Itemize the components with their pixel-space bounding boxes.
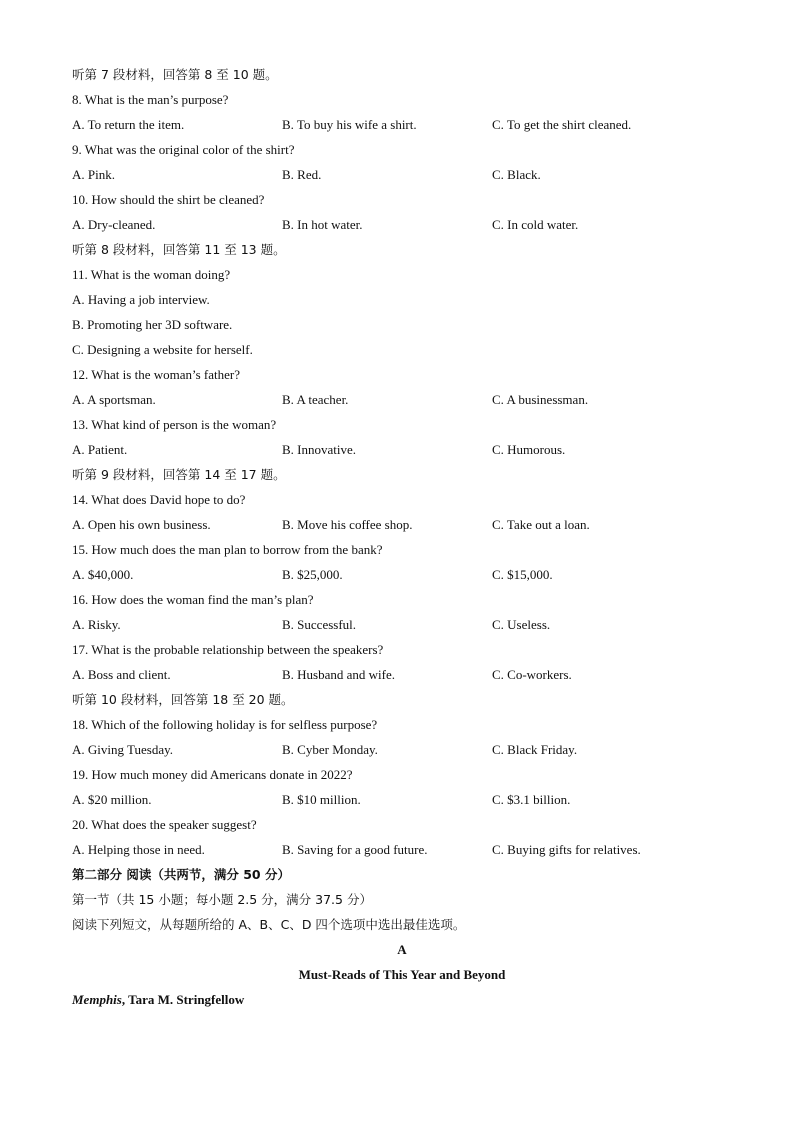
options-20 xyxy=(72,837,732,862)
question-16: 16. How does the woman find the man’s plan? xyxy=(72,592,314,607)
option-b: B. To buy his wife a shirt. xyxy=(282,117,417,132)
question-9: 9. What was the original color of the shirt? xyxy=(72,142,295,157)
option-a: A. Giving Tuesday. xyxy=(72,742,174,757)
option-a: A. Dry-cleaned. xyxy=(72,217,156,232)
options-14 xyxy=(72,512,732,537)
options-17 xyxy=(72,662,732,687)
option-c: C. $3.1 billion. xyxy=(492,792,571,807)
part2-instruction: 阅读下列短文，从每题所给的 A、B、C、D 四个选项中选出最佳选项。 xyxy=(72,917,466,932)
passage-letter: A xyxy=(397,942,407,957)
book-title: Memphis xyxy=(72,992,122,1007)
question-13: 13. What kind of person is the woman? xyxy=(72,417,277,432)
question-8: 8. What is the man’s purpose? xyxy=(72,92,229,107)
part2-subtitle: 第一节（共 15 小题；每小题 2.5 分，满分 37.5 分） xyxy=(72,892,372,907)
option-c: C. A businessman. xyxy=(492,392,589,407)
part2-title: 第二部分 阅读（共两节，满分 50 分） xyxy=(72,867,290,882)
options-16 xyxy=(72,612,732,637)
options-19 xyxy=(72,787,732,812)
option-b: B. Red. xyxy=(282,167,322,182)
option-c: C. Take out a loan. xyxy=(492,517,590,532)
option-b: B. Move his coffee shop. xyxy=(282,517,413,532)
question-19: 19. How much money did Americans donate in 2022? xyxy=(72,767,353,782)
passage-title: Must-Reads of This Year and Beyond xyxy=(298,967,506,982)
option-c: C. Black. xyxy=(492,167,541,182)
option-c: C. Humorous. xyxy=(492,442,566,457)
option-b: B. A teacher. xyxy=(282,392,349,407)
section-header: 听第 7 段材料，回答第 8 至 10 题。 xyxy=(72,67,278,82)
option-c: C. To get the shirt cleaned. xyxy=(492,117,632,132)
options-12 xyxy=(72,387,732,412)
option-c: C. In cold water. xyxy=(492,217,579,232)
option-c: C. Designing a website for herself. xyxy=(72,342,253,357)
question-10: 10. How should the shirt be cleaned? xyxy=(72,192,265,207)
option-b: B. Saving for a good future. xyxy=(282,842,428,857)
option-c: C. Co-workers. xyxy=(492,667,572,682)
book-author: , Tara M. Stringfellow xyxy=(121,992,245,1007)
option-c: C. $15,000. xyxy=(492,567,553,582)
option-a: A. $40,000. xyxy=(72,567,134,582)
question-15: 15. How much does the man plan to borrow from the bank? xyxy=(72,542,383,557)
question-17: 17. What is the probable relationship between the speakers? xyxy=(72,642,384,657)
option-b: B. In hot water. xyxy=(282,217,363,232)
section-header: 听第 8 段材料，回答第 11 至 13 题。 xyxy=(72,242,286,257)
option-a: A. Helping those in need. xyxy=(72,842,205,857)
option-a: A. $20 million. xyxy=(72,792,152,807)
option-b: B. $10 million. xyxy=(282,792,361,807)
question-18: 18. Which of the following holiday is for selfless purpose? xyxy=(72,717,378,732)
section-header: 听第 10 段材料，回答第 18 至 20 题。 xyxy=(72,692,294,707)
question-20: 20. What does the speaker suggest? xyxy=(72,817,257,832)
section-header: 听第 9 段材料，回答第 14 至 17 题。 xyxy=(72,467,286,482)
option-c: C. Black Friday. xyxy=(492,742,578,757)
option-a: A. Pink. xyxy=(72,167,115,182)
question-12: 12. What is the woman’s father? xyxy=(72,367,240,382)
option-a: A. Open his own business. xyxy=(72,517,211,532)
option-a: A. Risky. xyxy=(72,617,121,632)
option-a: A. To return the item. xyxy=(72,117,185,132)
option-c: C. Useless. xyxy=(492,617,551,632)
option-b: B. Promoting her 3D software. xyxy=(72,317,233,332)
options-10 xyxy=(72,212,732,237)
option-b: B. Successful. xyxy=(282,617,357,632)
option-a: A. A sportsman. xyxy=(72,392,156,407)
option-b: B. $25,000. xyxy=(282,567,343,582)
option-a: A. Patient. xyxy=(72,442,128,457)
options-9 xyxy=(72,162,732,187)
options-15 xyxy=(72,562,732,587)
options-8 xyxy=(72,112,732,137)
document-page xyxy=(72,62,732,1012)
option-c: C. Buying gifts for relatives. xyxy=(492,842,641,857)
options-18 xyxy=(72,737,732,762)
option-b: B. Cyber Monday. xyxy=(282,742,378,757)
option-a: A. Having a job interview. xyxy=(72,292,210,307)
option-b: B. Innovative. xyxy=(282,442,357,457)
question-11: 11. What is the woman doing? xyxy=(72,267,231,282)
options-13 xyxy=(72,437,732,462)
book-entry xyxy=(72,987,732,1012)
question-14: 14. What does David hope to do? xyxy=(72,492,246,507)
option-a: A. Boss and client. xyxy=(72,667,171,682)
option-b: B. Husband and wife. xyxy=(282,667,396,682)
